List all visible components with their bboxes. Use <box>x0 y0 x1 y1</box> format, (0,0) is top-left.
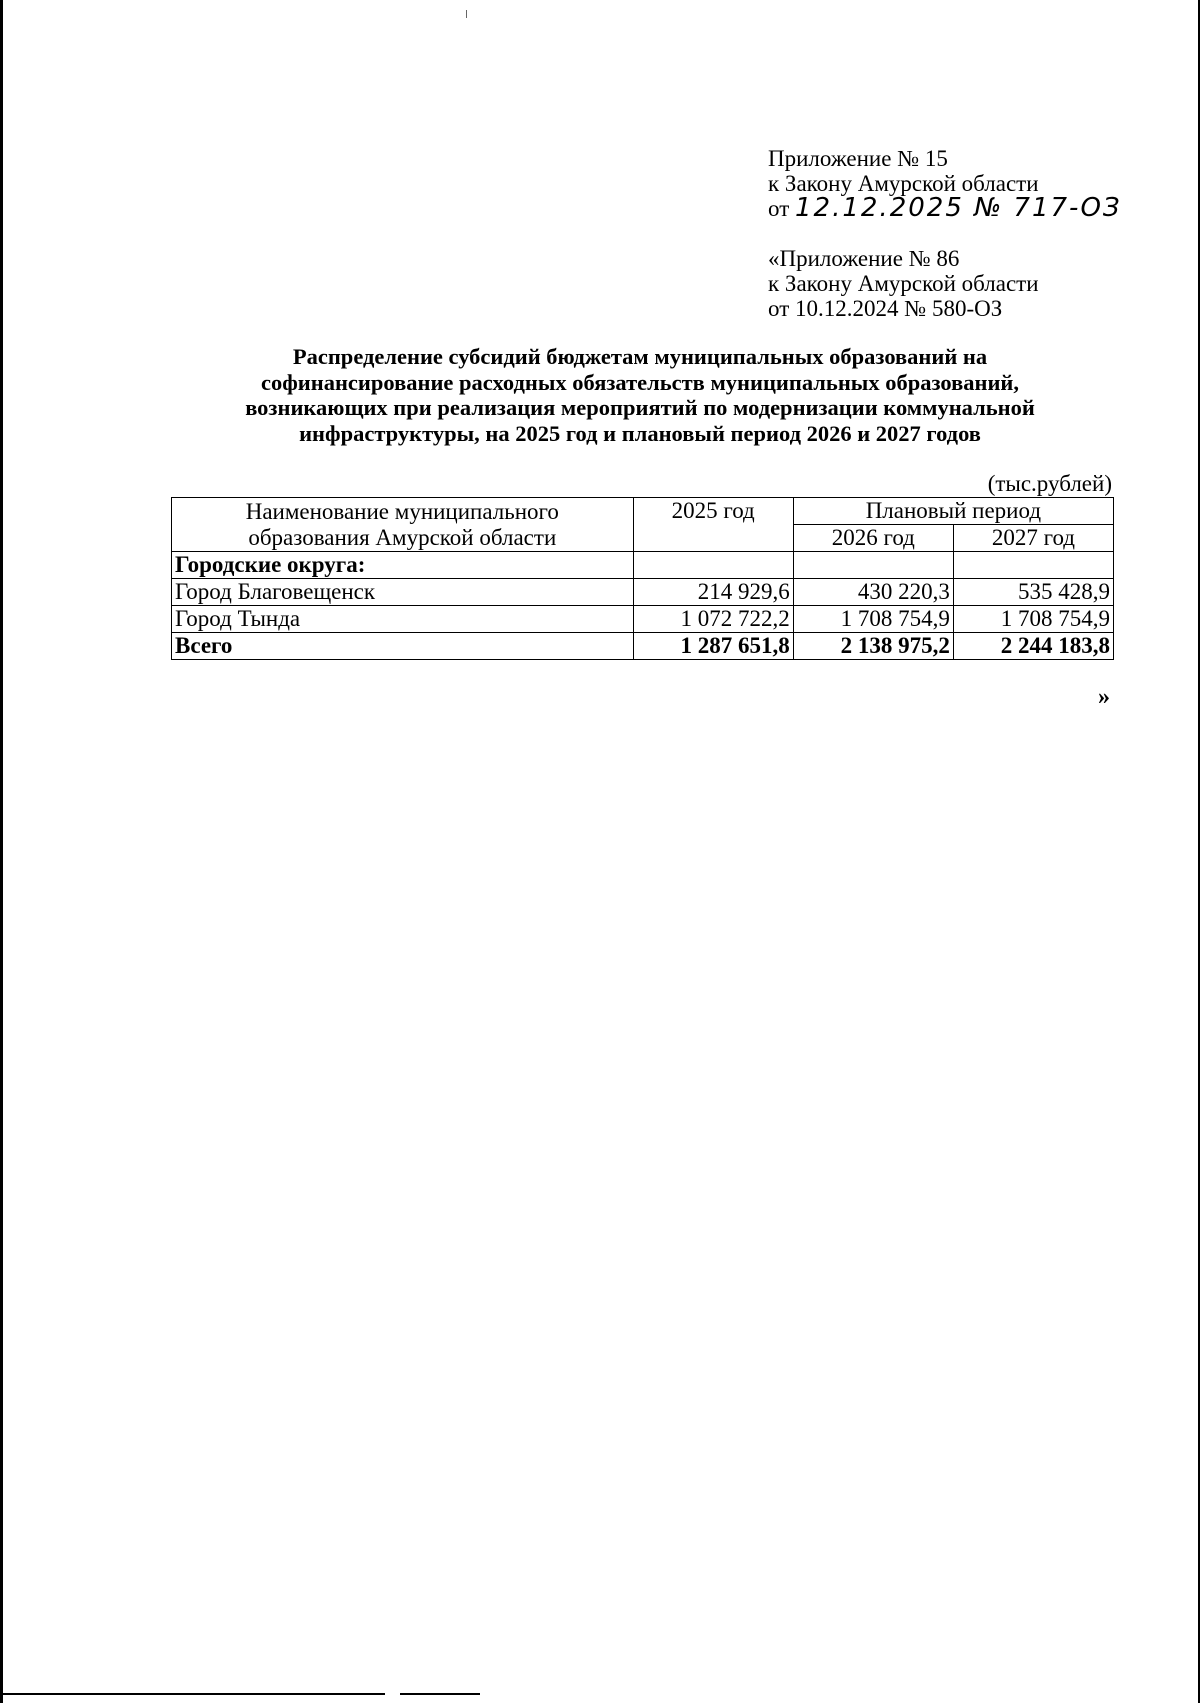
row-name: Город Тында <box>172 606 634 633</box>
total-value-2027: 2 244 183,8 <box>953 633 1113 660</box>
total-value-2026: 2 138 975,2 <box>793 633 953 660</box>
current-appendix-from: от <box>768 196 790 221</box>
current-appendix-title: Приложение № 15 <box>768 146 948 171</box>
row-value-2025: 214 929,6 <box>633 579 793 606</box>
scan-left-edge <box>0 0 3 1703</box>
row-value-2026: 430 220,3 <box>793 579 953 606</box>
title-line-1: Распределение субсидий бюджетам муниципальных образований на <box>292 344 988 369</box>
row-value-2027: 535 428,9 <box>953 579 1113 606</box>
section-row <box>172 552 1114 579</box>
closing-quote: » <box>1098 684 1110 710</box>
current-appendix-block <box>768 146 1122 221</box>
header-name-line-2: образования Амурской области <box>248 524 557 550</box>
row-value-2025: 1 072 722,2 <box>633 606 793 633</box>
header-name <box>172 498 634 552</box>
scan-mark <box>466 10 467 18</box>
subsidy-table <box>171 497 1114 660</box>
header-name-line-1: Наименование муниципального <box>245 498 559 524</box>
current-appendix-date-line <box>768 193 1122 223</box>
total-value-2025: 1 287 651,8 <box>633 633 793 660</box>
total-row <box>172 633 1114 660</box>
handwritten-date-number: 12.12.2025 № 717-ОЗ <box>795 193 1122 223</box>
section-label: Городские округа: <box>172 552 634 579</box>
header-2025: 2025 год <box>633 498 793 552</box>
title-line-3: возникающих при реализация мероприятий по модернизации коммунальной <box>245 395 1035 420</box>
total-name: Всего <box>172 633 634 660</box>
units-label: (тыс.рублей) <box>987 471 1112 496</box>
original-appendix-block <box>768 246 1039 321</box>
scan-bottom-line-short <box>400 1693 480 1695</box>
document-title <box>170 344 1110 446</box>
row-name: Город Благовещенск <box>172 579 634 606</box>
section-empty-2025 <box>633 552 793 579</box>
header-2027: 2027 год <box>953 525 1113 552</box>
section-empty-2026 <box>793 552 953 579</box>
header-2026: 2026 год <box>793 525 953 552</box>
original-appendix-law: к Закону Амурской области <box>768 271 1039 296</box>
header-planned-period: Плановый период <box>793 498 1113 525</box>
original-appendix-date: от 10.12.2024 № 580-ОЗ <box>768 296 1003 321</box>
scan-bottom-line <box>0 1693 385 1695</box>
row-value-2026: 1 708 754,9 <box>793 606 953 633</box>
section-empty-2027 <box>953 552 1113 579</box>
current-appendix-law: к Закону Амурской области <box>768 171 1039 196</box>
title-line-4: инфраструктуры, на 2025 год и плановый период 2026 и 2027 годов <box>299 420 981 446</box>
row-value-2027: 1 708 754,9 <box>953 606 1113 633</box>
original-appendix-title: «Приложение № 86 <box>768 246 960 271</box>
table-row <box>172 606 1114 633</box>
header-row-1 <box>172 498 1114 525</box>
title-line-2: софинансирование расходных обязательств муниципальных образований, <box>260 369 1020 395</box>
table-row <box>172 579 1114 606</box>
